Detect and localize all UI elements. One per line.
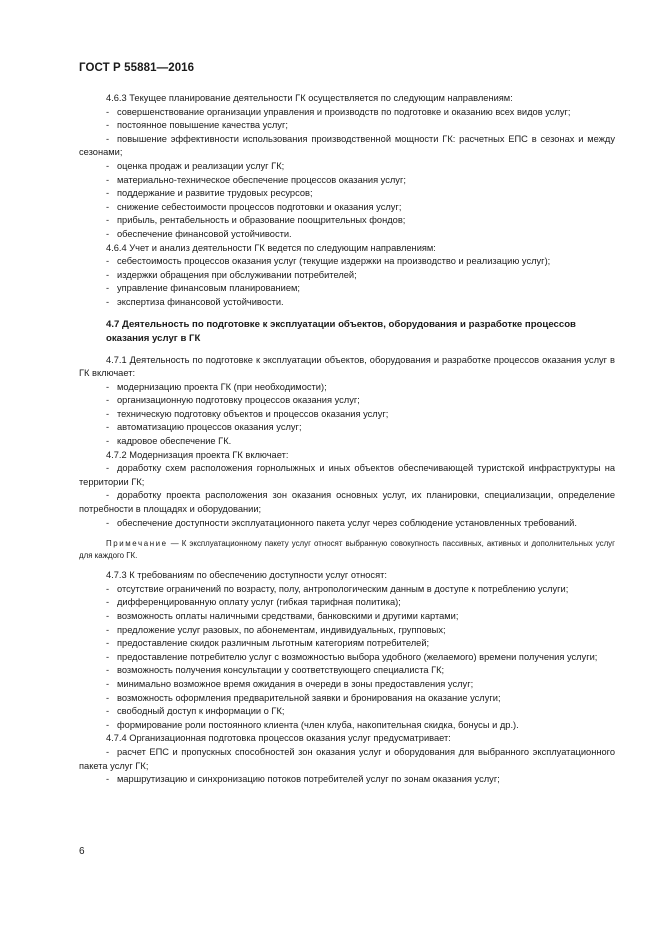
list-dash: - (106, 174, 110, 185)
list-item-text: организационную подготовку процессов оказания услуг; (117, 395, 360, 406)
list-dash: - (106, 517, 110, 528)
list-dash: - (106, 665, 110, 676)
list-item (79, 664, 615, 678)
standard-header: ГОСТ Р 55881—2016 (79, 62, 195, 74)
list-dash: - (106, 490, 110, 501)
list-item (79, 583, 615, 597)
list-item (79, 296, 615, 310)
list-item (79, 773, 615, 787)
clause-4-7-2-intro: 4.7.2 Модернизация проекта ГК включает: (106, 449, 289, 460)
list-item-text: расчет ЕПС и пропускных способностей зон оказания услуг и оборудования для выбранного эксплуатационного пакета услуг ГК; (79, 746, 615, 771)
list-item-text: доработку проекта расположения зон оказания основных услуг, их планировки, специализации, определение потребности в площадях и оборудовании; (79, 490, 615, 515)
list-item-text: материально-техническое обеспечение процессов оказания услуг; (117, 174, 406, 185)
list-item-text: возможность оплаты наличными средствами, банковскими и другими картами; (117, 611, 459, 621)
list-item-text: формирование роли постоянного клиента (член клуба, накопительная скидка, бонусы и др.). (117, 719, 519, 730)
list-item-text: обеспечение финансовой устойчивости. (117, 228, 292, 239)
list-item-text: постоянное повышение качества услуг; (117, 120, 288, 131)
page-content (79, 92, 615, 787)
list-dash: - (106, 201, 110, 212)
list-item-text: управление финансовым планированием; (117, 283, 301, 294)
list-item-text: модернизацию проекта ГК (при необходимости); (117, 381, 327, 392)
list-item (79, 160, 615, 174)
list-dash: - (106, 422, 110, 433)
list-item (79, 106, 615, 120)
list-item-text: издержки обращения при обслуживании потребителей; (117, 269, 357, 280)
list-item-text: снижение себестоимости процессов подготовки и оказания услуг; (117, 201, 402, 212)
list-dash: - (106, 408, 110, 419)
list-item-text: свободный доступ к информации о ГК; (117, 706, 285, 717)
list-item (79, 596, 615, 610)
list-dash: - (106, 597, 110, 608)
section-4-7-heading: 4.7 Деятельность по подготовке к эксплуатации объектов, оборудования и разработке процессов оказания услуг в ГК (106, 318, 576, 344)
list-item (79, 228, 615, 242)
list-item-text: поддержание и развитие трудовых ресурсов; (117, 188, 313, 199)
list-dash: - (106, 651, 110, 662)
list-item (79, 381, 615, 395)
clause-4-7-4-intro: 4.7.4 Организационная подготовка процессов оказания услуг предусматривает: (106, 733, 451, 744)
note-label: Примечание (106, 539, 168, 549)
list-dash: - (106, 678, 110, 689)
list-dash: - (106, 283, 110, 294)
clause-4-7-4-list (79, 746, 615, 787)
list-item-text: совершенствование организации управления и производств по подготовке и оказанию всех видов услуг; (117, 106, 571, 117)
list-item (79, 421, 615, 435)
list-item-text: отсутствие ограничений по возрасту, полу, антропологическим данным в доступе к потреблению услуги; (117, 583, 569, 594)
list-item-text: возможность оформления предварительной заявки и бронирования на оказание услуги; (117, 692, 501, 703)
list-item (79, 269, 615, 283)
list-item (79, 201, 615, 215)
list-dash: - (106, 215, 110, 226)
list-item (79, 408, 615, 422)
list-dash: - (106, 692, 110, 703)
list-item (79, 187, 615, 201)
list-item (79, 119, 615, 133)
clause-4-7-2-list (79, 462, 615, 530)
list-item (79, 133, 615, 160)
clause-4-7-3-intro: 4.7.3 К требованиям по обеспечению доступности услуг относят: (106, 570, 387, 581)
list-item (79, 462, 615, 489)
list-item (79, 489, 615, 516)
clause-4-6-4-list (79, 255, 615, 309)
list-item (79, 746, 615, 773)
list-item-text: маршрутизацию и синхронизацию потоков потребителей услуг по зонам оказания услуг; (117, 774, 500, 785)
list-item-text: предоставление потребителю услуг с возможностью выбора удобного (желаемого) времени получения услуги; (117, 651, 598, 662)
list-dash: - (106, 706, 110, 717)
clause-4-7-1-list (79, 381, 615, 449)
clause-4-6-4-intro: 4.6.4 Учет и анализ деятельности ГК ведется по следующим направлениям: (106, 242, 436, 253)
list-item-text: предоставление скидок различным льготным категориям потребителей; (117, 638, 430, 649)
list-dash: - (106, 719, 110, 730)
list-dash: - (106, 188, 110, 199)
list-dash: - (106, 611, 110, 621)
list-item-text: предложение услуг разовых, по абонементам, индивидуальных, групповых; (117, 624, 446, 635)
list-item-text: доработку схем расположения горнолыжных и иных объектов обеспечивающей туристской инфраструктуры на территории ГК; (79, 463, 615, 487)
list-item (79, 610, 615, 624)
list-item-text: возможность получения консультации у соответствующего специалиста ГК; (117, 665, 445, 676)
list-dash: - (106, 160, 110, 171)
list-item-text: автоматизацию процессов оказания услуг; (117, 422, 302, 433)
list-dash: - (106, 463, 110, 474)
list-item (79, 214, 615, 228)
list-dash: - (106, 583, 110, 594)
list-item (79, 174, 615, 188)
list-item-text: техническую подготовку объектов и процессов оказания услуг; (117, 408, 389, 419)
list-dash: - (106, 395, 110, 406)
list-item (79, 637, 615, 651)
list-dash: - (106, 638, 110, 649)
list-item-text: повышение эффективности использования производственной мощности ГК: расчетных ЕПС в сезонах и между сезонами; (79, 133, 615, 158)
note (79, 538, 615, 561)
list-dash: - (106, 774, 110, 785)
list-item (79, 678, 615, 692)
list-dash: - (106, 746, 110, 757)
list-dash: - (106, 228, 110, 239)
list-item (79, 282, 615, 296)
list-dash: - (106, 381, 110, 392)
list-item (79, 719, 615, 733)
list-dash: - (106, 269, 110, 280)
list-dash: - (106, 436, 110, 447)
note-separator: — (170, 539, 179, 549)
list-item (79, 517, 615, 531)
list-item (79, 624, 615, 638)
list-dash: - (106, 256, 110, 267)
list-item (79, 651, 615, 665)
list-item (79, 692, 615, 706)
list-dash: - (106, 133, 110, 144)
list-item-text: оценка продаж и реализации услуг ГК; (117, 160, 285, 171)
list-dash: - (106, 296, 110, 307)
list-item-text: себестоимость процессов оказания услуг (текущие издержки на производство и реализацию услуг); (117, 256, 551, 267)
list-dash: - (106, 106, 110, 117)
list-item-text: дифференцированную оплату услуг (гибкая тарифная политика); (117, 597, 401, 608)
list-item-text: экспертиза финансовой устойчивости. (117, 296, 284, 307)
list-item-text: кадровое обеспечение ГК. (117, 436, 232, 447)
clause-4-6-3-list (79, 106, 615, 242)
clause-4-6-3-intro: 4.6.3 Текущее планирование деятельности ГК осуществляется по следующим направлениям: (106, 93, 513, 103)
list-item-text: минимально возможное время ожидания в очереди в зоны предоставления услуг; (117, 678, 474, 689)
list-item (79, 394, 615, 408)
list-dash: - (106, 120, 110, 131)
list-item (79, 435, 615, 449)
list-item-text: прибыль, рентабельность и образование поощрительных фондов; (117, 215, 406, 226)
note-text: К эксплуатационному пакету услуг относят выбранную совокупность пассивных, активных и дополнительных услуг для каждого ГК. (79, 539, 615, 560)
page-number: 6 (79, 846, 85, 857)
list-dash: - (106, 624, 110, 635)
clause-4-7-1-intro: 4.7.1 Деятельность по подготовке к эксплуатации объектов, оборудования и разработке процессов оказания услуг в ГК включает: (79, 354, 615, 379)
clause-4-7-3-list (79, 583, 615, 733)
list-item (79, 705, 615, 719)
list-item-text: обеспечение доступности эксплуатационного пакета услуг через соблюдение установленных требований. (117, 517, 577, 528)
list-item (79, 255, 615, 269)
